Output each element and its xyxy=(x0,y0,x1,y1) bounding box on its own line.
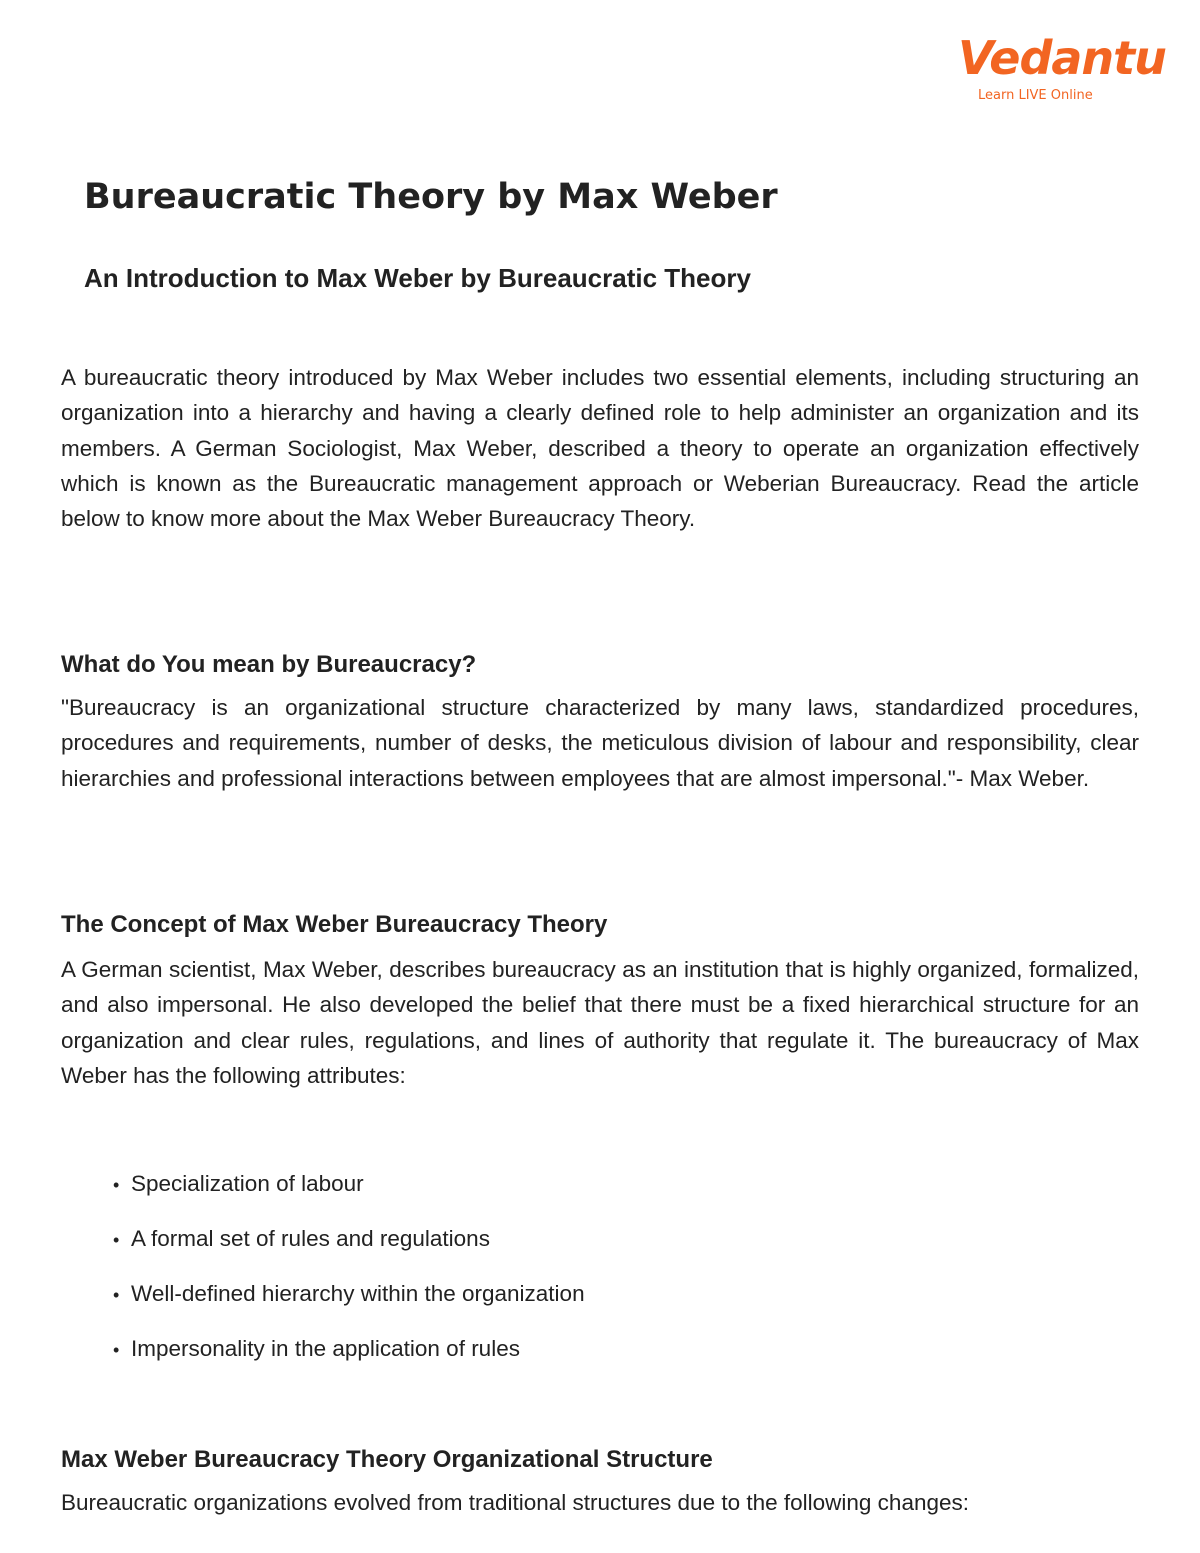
list-item-text: Specialization of labour xyxy=(131,1171,364,1196)
structure-paragraph: Bureaucratic organizations evolved from traditional structures due to the following changes: xyxy=(61,1490,969,1515)
meaning-paragraph: "Bureaucracy is an organizational structure characterized by many laws, standardized procedures, procedures and requirements, number of desks, the meticulous division of labour and responsibility, clear hierarchies and professional interactions between employees that are almost impersonal."- Max Weber. xyxy=(61,695,1139,791)
list-item xyxy=(113,1276,585,1331)
structure-heading: Max Weber Bureaucracy Theory Organizational Structure xyxy=(61,1446,713,1473)
list-item xyxy=(113,1166,585,1221)
logo-tagline: Learn LIVE Online xyxy=(978,88,1093,103)
list-item-text: A formal set of rules and regulations xyxy=(131,1226,490,1251)
attribute-list xyxy=(113,1166,585,1386)
vedantu-logo xyxy=(952,30,1166,110)
page-title: Bureaucratic Theory by Max Weber xyxy=(84,177,778,217)
intro-heading: An Introduction to Max Weber by Bureaucratic Theory xyxy=(84,263,751,293)
list-item-text: Well-defined hierarchy within the organization xyxy=(131,1281,585,1306)
bullet-icon: • xyxy=(113,1230,120,1250)
concept-paragraph: A German scientist, Max Weber, describes bureaucracy as an institution that is highly organized, formalized, and also impersonal. He also developed the belief that there must be a fixed hierarchical structure for an organization and clear rules, regulations, and lines of authority that regulate it. The bureaucracy of Max Weber has the following attributes: xyxy=(61,957,1139,1088)
meaning-heading: What do You mean by Bureaucracy? xyxy=(61,651,477,678)
intro-paragraph: A bureaucratic theory introduced by Max Weber includes two essential elements, including structuring an organization into a hierarchy and having a clearly defined role to help administer an organization and its members. A German Sociologist, Max Weber, described a theory to operate an organization effectively which is known as the Bureaucratic management approach or Weberian Bureaucracy. Read the article below to know more about the Max Weber Bureaucracy Theory. xyxy=(61,365,1139,532)
logo-wordmark: Vedantu xyxy=(958,31,1166,85)
bullet-icon: • xyxy=(113,1340,120,1360)
list-item-text: Impersonality in the application of rules xyxy=(131,1336,520,1361)
bullet-icon: • xyxy=(113,1175,120,1195)
list-item xyxy=(113,1221,585,1276)
list-item xyxy=(113,1331,585,1386)
concept-heading: The Concept of Max Weber Bureaucracy Theory xyxy=(61,911,608,938)
bullet-icon: • xyxy=(113,1285,120,1305)
